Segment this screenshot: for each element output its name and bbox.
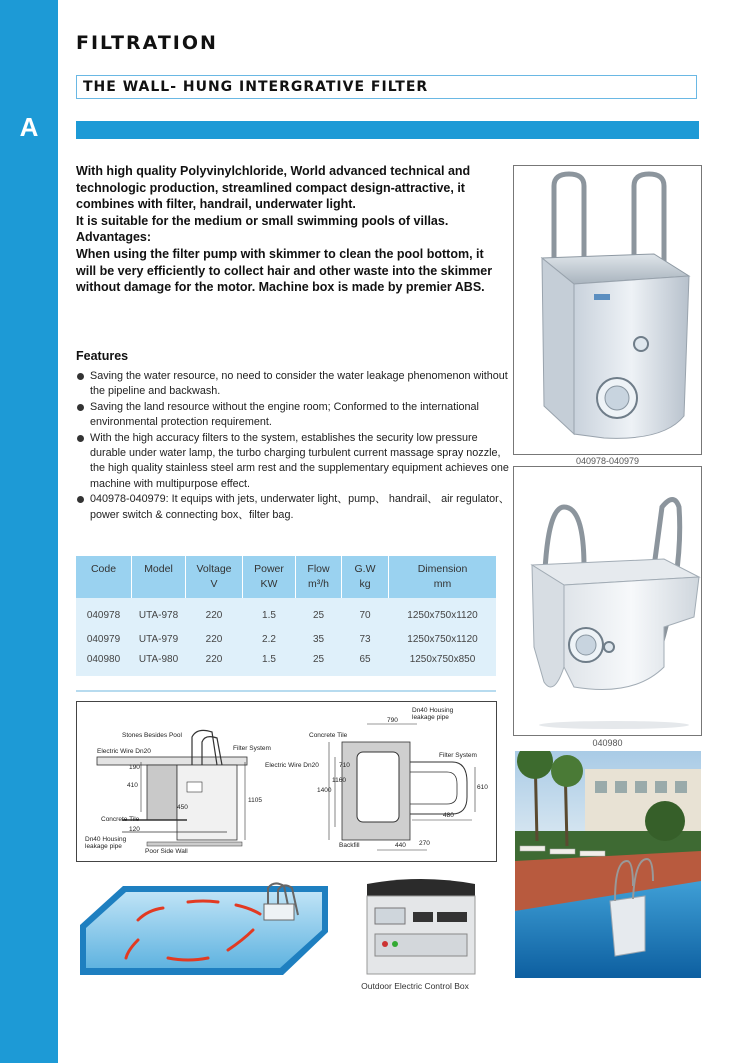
diagram-label: Dn40 Housing leakage pipe xyxy=(412,707,454,721)
table-cell: 73 xyxy=(359,634,371,645)
table-cell: 040979 xyxy=(86,634,121,645)
table-cell: 040980 xyxy=(86,654,121,665)
product-photo-040978 xyxy=(513,165,702,455)
feature-item: 040978-040979: It equips with jets, underwater light、pump、 handrail、 air regulator、power switch & connecting box、filter bag. xyxy=(76,492,516,523)
bullet-icon xyxy=(77,373,84,380)
diagram-label: Filter System xyxy=(233,745,271,752)
intro-paragraph: When using the filter pump with skimmer to clean the pool bottom, it will be very efficiently to collect hair and other waste into the skimmer without damage for the motor. Machine box is made by premier ABS. xyxy=(76,246,493,295)
subtitle-box xyxy=(76,75,697,99)
diagram-label: 270 xyxy=(419,840,430,847)
feature-item: With the high accuracy filters to the system, establishes the security low pressure durable under water lamp, the turbo charging turbulent current massage spray nozzle, the high quality stainless steel arm rest and the supplementary equipment achieves one machine with multipurpose effect. xyxy=(76,431,516,493)
feature-item: Saving the water resource, no need to consider the water leakage phenomenon without the pipeline and backwash. xyxy=(76,369,516,400)
col-header-flow: Flow m³/h xyxy=(307,563,330,590)
diagram-drawing xyxy=(77,702,496,861)
feature-item: Saving the land resource without the engine room; Conformed to the international environmental protection requirement. xyxy=(76,400,516,431)
table-cell: 1250x750x1120 xyxy=(407,610,478,621)
diagram-label: 1400 xyxy=(317,787,332,794)
diagram-label: Filter System xyxy=(439,752,477,759)
control-box-caption: Outdoor Electric Control Box xyxy=(361,981,469,991)
diagram-label: 790 xyxy=(387,717,398,724)
side-color-bar xyxy=(0,0,58,1063)
table-cell: 70 xyxy=(359,610,371,621)
intro-paragraph: With high quality Polyvinylchloride, World advanced technical and technologic production, streamlined compact design-attractive, it combines with filter, handrail, underwater light. xyxy=(76,164,471,212)
pool-circulation-illustration xyxy=(78,880,330,978)
spec-table-header xyxy=(76,556,496,598)
table-cell: 35 xyxy=(312,634,325,645)
table-bottom-divider xyxy=(76,690,496,692)
pool-scene-photo xyxy=(515,751,701,978)
bullet-icon xyxy=(77,404,84,411)
table-cell: UTA-979 xyxy=(138,634,179,645)
subtitle: THE WALL- HUNG INTERGRATIVE FILTER xyxy=(83,79,429,95)
installation-diagram xyxy=(76,701,497,862)
table-cell: 1250x750x1120 xyxy=(407,634,478,645)
table-cell: 220 xyxy=(205,654,223,665)
diagram-label: Electric Wire Dn20 xyxy=(265,762,319,769)
diagram-label: 710 xyxy=(339,762,350,769)
table-cell: 2.2 xyxy=(262,634,276,645)
table-cell: 25 xyxy=(312,654,325,665)
diagram-label: 1105 xyxy=(248,797,262,804)
filter-unit-image xyxy=(514,467,701,735)
intro-paragraph: It is suitable for the medium or small swimming pools of villas. xyxy=(76,213,449,228)
product-photo-040980 xyxy=(513,466,702,736)
features-list xyxy=(76,369,516,523)
photo-caption-1: 040978-040979 xyxy=(575,456,640,466)
diagram-label: 440 xyxy=(395,842,406,849)
table-cell: 040978 xyxy=(86,610,121,621)
bullet-icon xyxy=(77,435,84,442)
advantages-heading: Advantages: xyxy=(76,230,152,245)
diagram-label: 610 xyxy=(477,784,488,791)
filter-unit-image xyxy=(514,166,701,454)
diagram-label: Stones Besides Pool xyxy=(122,732,182,739)
table-cell: 220 xyxy=(205,634,223,645)
diagram-label: 410 xyxy=(127,782,138,789)
table-cell: 1.5 xyxy=(262,610,276,621)
page-title: FILTRATION xyxy=(76,32,218,54)
diagram-label: Electric Wire Dn20 xyxy=(97,748,151,755)
table-cell: UTA-980 xyxy=(138,654,179,665)
col-header-gw: G.W kg xyxy=(354,563,376,590)
bullet-icon xyxy=(77,496,84,503)
diagram-label: 120 xyxy=(129,826,140,833)
diagram-label: Backfill xyxy=(339,842,360,849)
diagram-label: Concrete Tile xyxy=(101,816,140,823)
spec-table xyxy=(76,556,496,676)
diagram-label: 480 xyxy=(443,812,454,819)
table-cell: 220 xyxy=(205,610,223,621)
diagram-label: 190 xyxy=(129,764,140,771)
table-cell: 1.5 xyxy=(262,654,276,665)
intro-text xyxy=(76,163,506,296)
photo-caption-2: 040980 xyxy=(592,738,623,748)
col-header-dimension: Dimension mm xyxy=(417,563,468,590)
control-box-image xyxy=(365,878,477,976)
diagram-label: Dn40 Housing leakage pipe xyxy=(85,836,127,850)
col-header-code: Code xyxy=(90,563,117,575)
diagram-label: 450 xyxy=(177,804,188,811)
col-header-power: Power KW xyxy=(254,563,284,590)
section-letter: A xyxy=(19,112,39,142)
diagram-label: Poor Side Wall xyxy=(145,848,188,855)
table-cell: 25 xyxy=(312,610,325,621)
blue-band xyxy=(76,121,699,139)
table-cell: UTA-978 xyxy=(138,610,179,621)
col-header-model: Model xyxy=(144,563,173,575)
diagram-label: 1160 xyxy=(332,777,346,784)
table-cell: 1250x750x850 xyxy=(409,654,476,665)
features-title: Features xyxy=(76,349,129,363)
diagram-label: Concrete Tile xyxy=(309,732,348,739)
pool-scene-image xyxy=(515,751,701,978)
table-cell: 65 xyxy=(359,654,371,665)
col-header-voltage: Voltage V xyxy=(196,563,232,590)
